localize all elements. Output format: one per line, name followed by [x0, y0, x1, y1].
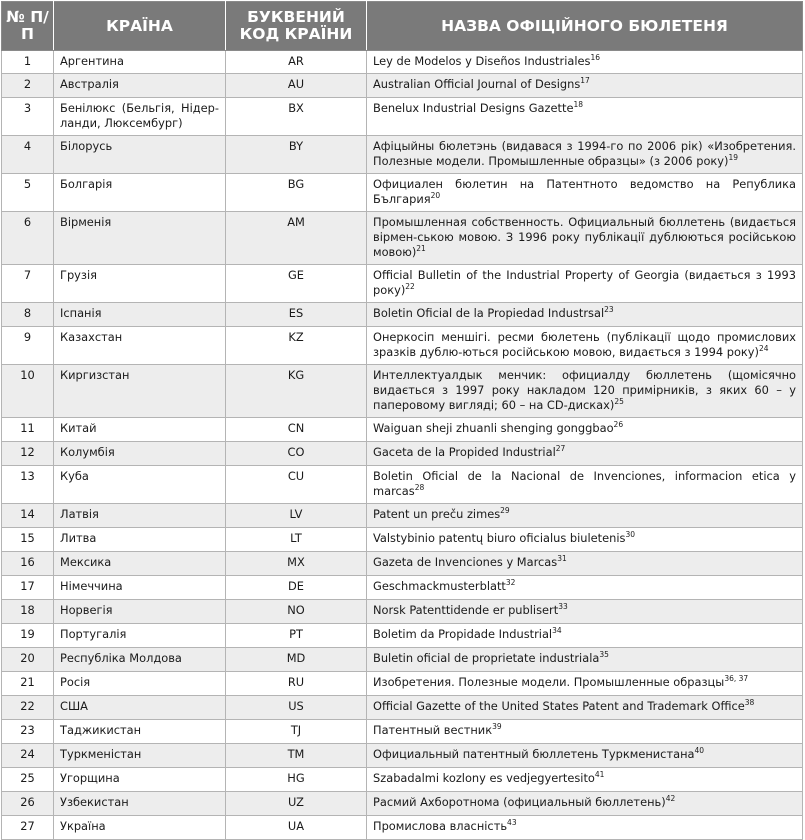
country-name: Республіка Молдова: [54, 648, 226, 672]
country-name: Киргизстан: [54, 365, 226, 418]
table-row: [2, 816, 803, 840]
table-row: [2, 552, 803, 576]
country-code: TJ: [226, 720, 367, 744]
country-name: Казахстан: [54, 327, 226, 365]
table-row: [2, 648, 803, 672]
row-number: 3: [2, 98, 54, 136]
footnote-ref: 31: [557, 554, 567, 564]
country-name: Узбекистан: [54, 792, 226, 816]
bulletin-name: Official Gazette of the United States Patent and Trademark Office$^{38}$: [367, 696, 803, 720]
country-name: Туркменістан: [54, 744, 226, 768]
footnote-ref: 29: [500, 506, 510, 516]
country-name: Литва: [54, 528, 226, 552]
bulletin-name: Waiguan sheji zhuanli shenging gonggbao$^{26}$: [367, 418, 803, 442]
footnote-ref: 36, 37: [724, 674, 749, 684]
bulletin-name: Benelux Industrial Designs Gazette$^{18}$: [367, 98, 803, 136]
row-number: 4: [2, 136, 54, 174]
bulletin-name: Изобретения. Полезные модели. Промышленные образцы$^{36, 37}$: [367, 672, 803, 696]
bulletin-name: Афіцыйны бюлетэнь (видавася з 1994-го по 2006 рік) «Изобретения. Полезные модели. Промышленные образцы» (з 2006 року)$^{19}$: [367, 136, 803, 174]
country-name: Португалія: [54, 624, 226, 648]
footnote-ref: 41: [594, 770, 605, 780]
country-name: Німеччина: [54, 576, 226, 600]
country-code: AM: [226, 212, 367, 265]
country-name: Таджикистан: [54, 720, 226, 744]
row-number: 15: [2, 528, 54, 552]
country-code: LT: [226, 528, 367, 552]
footnote-ref: 27: [555, 444, 566, 454]
country-code: NO: [226, 600, 367, 624]
country-code: ES: [226, 303, 367, 327]
footnote-ref: 22: [405, 282, 415, 292]
header-bulletin: НАЗВА ОФІЦІЙНОГО БЮЛЕТЕНЯ: [367, 2, 803, 51]
country-name: Латвія: [54, 504, 226, 528]
table-row: [2, 720, 803, 744]
row-number: 9: [2, 327, 54, 365]
country-code: LV: [226, 504, 367, 528]
row-number: 19: [2, 624, 54, 648]
footnote-ref: 16: [590, 53, 600, 63]
country-code: MD: [226, 648, 367, 672]
footnote-ref: 42: [665, 794, 676, 804]
table-row: [2, 600, 803, 624]
country-name: Угорщина: [54, 768, 226, 792]
table-row: [2, 672, 803, 696]
row-number: 13: [2, 466, 54, 504]
footnote-ref: 32: [505, 578, 516, 588]
bulletin-name: Gazeta de Invenciones y Marcas$^{31}$: [367, 552, 803, 576]
row-number: 26: [2, 792, 54, 816]
bulletin-name: Промислова власність$^{43}$: [367, 816, 803, 840]
country-code: RU: [226, 672, 367, 696]
country-name: Болгарія: [54, 174, 226, 212]
country-code: TM: [226, 744, 367, 768]
row-number: 16: [2, 552, 54, 576]
footnote-ref: 17: [580, 76, 590, 86]
country-name: Аргентина: [54, 51, 226, 74]
bulletin-name: Gaceta de la Propided Industrial$^{27}$: [367, 442, 803, 466]
table-row: [2, 418, 803, 442]
country-code: AR: [226, 51, 367, 74]
table-row: [2, 327, 803, 365]
footnote-ref: 19: [728, 153, 739, 163]
footnote-ref: 39: [492, 722, 502, 732]
footnote-ref: 30: [625, 530, 636, 540]
table-row: [2, 768, 803, 792]
country-code: UA: [226, 816, 367, 840]
bulletin-name: Szabadalmi kozlony es vedjegyertesito$^{41}$: [367, 768, 803, 792]
table-row: [2, 792, 803, 816]
country-code: CU: [226, 466, 367, 504]
table-row: [2, 528, 803, 552]
country-code: KG: [226, 365, 367, 418]
bulletin-name: Buletin oficial de proprietate industriala$^{35}$: [367, 648, 803, 672]
footnote-ref: 38: [744, 698, 755, 708]
footnote-ref: 40: [694, 746, 705, 756]
country-code: CN: [226, 418, 367, 442]
country-code: DE: [226, 576, 367, 600]
country-name: Вірменія: [54, 212, 226, 265]
table-row: [2, 365, 803, 418]
bulletin-name: Ley de Modelos y Diseños Industriales$^{16}$: [367, 51, 803, 74]
footnote-ref: 23: [604, 305, 614, 315]
footnote-ref: 18: [573, 100, 584, 110]
bulletin-name: Онеркосіп меншігі. ресми бюлетень (публікації щодо промислових зразків дублю-ються російською мовою, видається з 1994 року)$^{24}$: [367, 327, 803, 365]
footnote-ref: 24: [759, 344, 769, 354]
table-row: [2, 576, 803, 600]
country-name: Колумбія: [54, 442, 226, 466]
country-code: US: [226, 696, 367, 720]
row-number: 8: [2, 303, 54, 327]
country-code: HG: [226, 768, 367, 792]
row-number: 21: [2, 672, 54, 696]
bulletin-name: Valstybinio patentų biuro oficialus biuletenis$^{30}$: [367, 528, 803, 552]
country-code: BY: [226, 136, 367, 174]
country-name: Бенілюкс (Бельгія, Нідер-ланди, Люксембург): [54, 98, 226, 136]
row-number: 25: [2, 768, 54, 792]
footnote-ref: 33: [558, 602, 568, 612]
country-name: Куба: [54, 466, 226, 504]
row-number: 1: [2, 51, 54, 74]
table-row: [2, 51, 803, 74]
bulletin-name: Расмий Ахборотнома (официальный бюллетень)$^{42}$: [367, 792, 803, 816]
header-num: № П/П: [2, 2, 54, 51]
bulletin-name: Boletim da Propidade Industrial$^{34}$: [367, 624, 803, 648]
bulletin-name: Промышленная собственность. Официальный бюллетень (видається вірмен-ською мовою. З 1996 року публікації дублюються російською мовою)$^{21}$: [367, 212, 803, 265]
country-code: CO: [226, 442, 367, 466]
country-code: UZ: [226, 792, 367, 816]
country-name: Україна: [54, 816, 226, 840]
table-row: [2, 303, 803, 327]
table-row: [2, 74, 803, 98]
table-row: [2, 504, 803, 528]
bulletin-name: Интеллектуалдык менчик: официалду бюллетень (щомісячно видається з 1997 року накладом 120 примірників, з яких 60 – у паперовому вигляді; 60 – на CD-дисках)$^{25}$: [367, 365, 803, 418]
table-row: [2, 174, 803, 212]
footnote-ref: 21: [416, 244, 426, 254]
row-number: 11: [2, 418, 54, 442]
country-name: Білорусь: [54, 136, 226, 174]
row-number: 5: [2, 174, 54, 212]
bulletin-name: Norsk Patenttidende er publisert$^{33}$: [367, 600, 803, 624]
row-number: 24: [2, 744, 54, 768]
footnote-ref: 28: [414, 483, 425, 493]
footnote-ref: 43: [507, 818, 517, 828]
row-number: 12: [2, 442, 54, 466]
country-code: BG: [226, 174, 367, 212]
table-row: [2, 696, 803, 720]
bulletin-name: Патентный вестник$^{39}$: [367, 720, 803, 744]
footnote-ref: 26: [613, 420, 624, 430]
table-header: [2, 2, 803, 51]
bulletins-table: [1, 1, 803, 840]
bulletin-name: Boletin Oficial de la Propiedad Industrsal$^{23}$: [367, 303, 803, 327]
country-code: BX: [226, 98, 367, 136]
row-number: 23: [2, 720, 54, 744]
country-code: GE: [226, 265, 367, 303]
country-code: KZ: [226, 327, 367, 365]
bulletin-name: Official Bulletin of the Industrial Property of Georgia (видається з 1993 року)$^{22}$: [367, 265, 803, 303]
table-row: [2, 624, 803, 648]
country-code: AU: [226, 74, 367, 98]
row-number: 20: [2, 648, 54, 672]
table-row: [2, 212, 803, 265]
header-code: БУКВЕНИЙ КОД КРАЇНИ: [226, 2, 367, 51]
table-body: [2, 51, 803, 840]
row-number: 27: [2, 816, 54, 840]
row-number: 7: [2, 265, 54, 303]
country-name: Росія: [54, 672, 226, 696]
country-name: Грузія: [54, 265, 226, 303]
footnote-ref: 25: [614, 397, 624, 407]
row-number: 2: [2, 74, 54, 98]
row-number: 10: [2, 365, 54, 418]
country-name: Китай: [54, 418, 226, 442]
footnote-ref: 35: [599, 650, 609, 660]
country-name: США: [54, 696, 226, 720]
footnote-ref: 20: [430, 191, 441, 201]
footnote-ref: 34: [552, 626, 562, 636]
country-code: MX: [226, 552, 367, 576]
bulletin-name: Geschmackmusterblatt$^{32}$: [367, 576, 803, 600]
row-number: 6: [2, 212, 54, 265]
table-row: [2, 136, 803, 174]
bulletin-name: Patent un preču zimes$^{29}$: [367, 504, 803, 528]
country-name: Іспанія: [54, 303, 226, 327]
bulletin-name: Официальный патентный бюллетень Туркменистана$^{40}$: [367, 744, 803, 768]
table-row: [2, 442, 803, 466]
country-code: PT: [226, 624, 367, 648]
bulletin-name: Australian Official Journal of Designs$^{17}$: [367, 74, 803, 98]
table-row: [2, 744, 803, 768]
bulletin-name: Boletin Oficial de la Nacional de Invenciones, informacion etica y marcas$^{28}$: [367, 466, 803, 504]
header-country: КРАЇНА: [54, 2, 226, 51]
row-number: 17: [2, 576, 54, 600]
row-number: 18: [2, 600, 54, 624]
table-row: [2, 265, 803, 303]
table-row: [2, 466, 803, 504]
row-number: 22: [2, 696, 54, 720]
country-name: Австралія: [54, 74, 226, 98]
row-number: 14: [2, 504, 54, 528]
country-name: Мексика: [54, 552, 226, 576]
country-name: Норвегія: [54, 600, 226, 624]
table-row: [2, 98, 803, 136]
bulletin-name: Официален бюлетин на Патентното ведомство на Република България$^{20}$: [367, 174, 803, 212]
